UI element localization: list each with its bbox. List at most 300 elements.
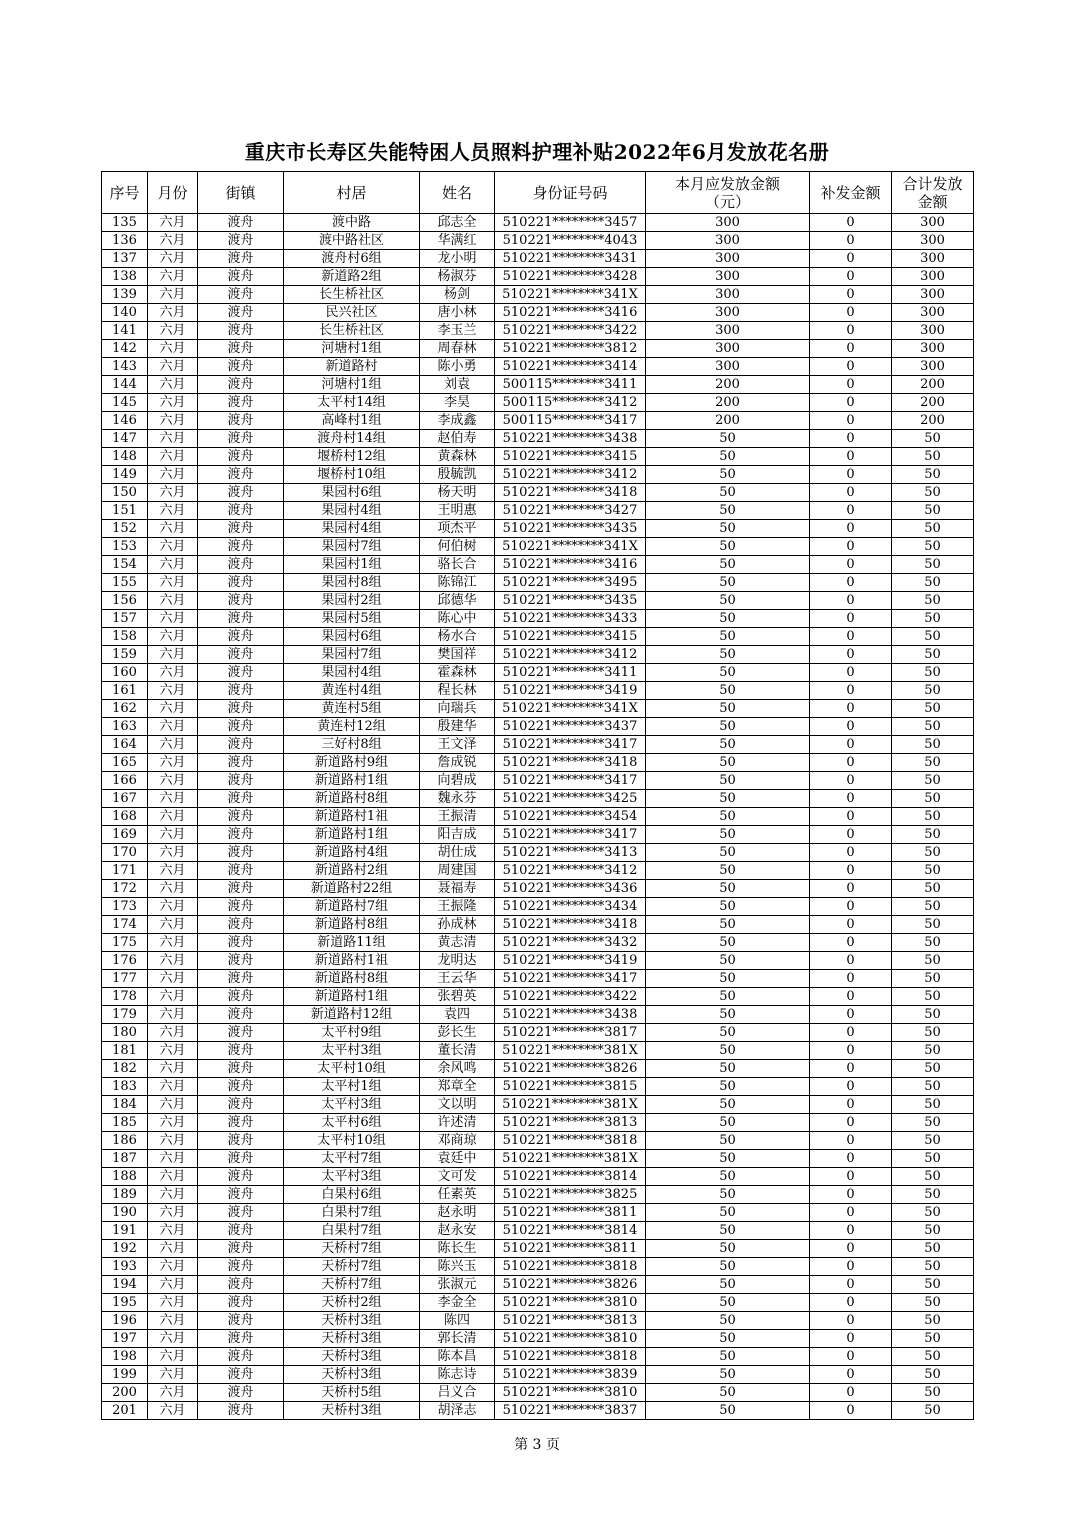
- cell-village: 天桥村3组: [284, 1330, 420, 1348]
- cell-supplement: 0: [810, 664, 892, 682]
- cell-id-number: 510221********3435: [495, 592, 646, 610]
- cell-month: 六月: [148, 880, 198, 898]
- cell-monthly-amount: 300: [646, 340, 810, 358]
- cell-name: 黄志清: [420, 934, 495, 952]
- cell-supplement: 0: [810, 934, 892, 952]
- cell-supplement: 0: [810, 718, 892, 736]
- cell-town: 渡舟: [198, 1060, 284, 1078]
- cell-name: 唐小林: [420, 304, 495, 322]
- cell-index: 144: [102, 376, 148, 394]
- cell-total: 300: [892, 286, 974, 304]
- cell-id-number: 510221********3810: [495, 1294, 646, 1312]
- col-header-supplement: 补发金额: [810, 172, 892, 214]
- cell-index: 140: [102, 304, 148, 322]
- cell-name: 王文泽: [420, 736, 495, 754]
- cell-town: 渡舟: [198, 412, 284, 430]
- cell-supplement: 0: [810, 466, 892, 484]
- cell-monthly-amount: 300: [646, 358, 810, 376]
- cell-town: 渡舟: [198, 646, 284, 664]
- cell-village: 黄连村4组: [284, 682, 420, 700]
- cell-total: 50: [892, 934, 974, 952]
- cell-id-number: 510221********381X: [495, 1042, 646, 1060]
- cell-total: 50: [892, 1258, 974, 1276]
- cell-name: 向碧成: [420, 772, 495, 790]
- cell-total: 50: [892, 1348, 974, 1366]
- table-row: [102, 988, 974, 1006]
- cell-village: 新道路村1祖: [284, 952, 420, 970]
- cell-town: 渡舟: [198, 214, 284, 232]
- cell-monthly-amount: 50: [646, 646, 810, 664]
- cell-village: 新道路村1组: [284, 826, 420, 844]
- cell-supplement: 0: [810, 214, 892, 232]
- cell-village: 新道路2组: [284, 268, 420, 286]
- cell-supplement: 0: [810, 844, 892, 862]
- cell-supplement: 0: [810, 358, 892, 376]
- cell-monthly-amount: 50: [646, 808, 810, 826]
- cell-town: 渡舟: [198, 358, 284, 376]
- cell-index: 176: [102, 952, 148, 970]
- cell-town: 渡舟: [198, 1294, 284, 1312]
- cell-monthly-amount: 50: [646, 1132, 810, 1150]
- cell-month: 六月: [148, 1060, 198, 1078]
- cell-monthly-amount: 300: [646, 214, 810, 232]
- cell-id-number: 500115********3412: [495, 394, 646, 412]
- cell-name: 骆长合: [420, 556, 495, 574]
- cell-town: 渡舟: [198, 1114, 284, 1132]
- cell-id-number: 510221********3431: [495, 250, 646, 268]
- cell-index: 164: [102, 736, 148, 754]
- cell-supplement: 0: [810, 1168, 892, 1186]
- cell-total: 50: [892, 1186, 974, 1204]
- cell-supplement: 0: [810, 1294, 892, 1312]
- cell-id-number: 510221********3457: [495, 214, 646, 232]
- cell-town: 渡舟: [198, 1330, 284, 1348]
- cell-index: 165: [102, 754, 148, 772]
- cell-index: 154: [102, 556, 148, 574]
- cell-index: 142: [102, 340, 148, 358]
- cell-village: 新道路村1组: [284, 772, 420, 790]
- document-title: 重庆市长寿区失能特困人员照料护理补贴2022年6月发放花名册: [244, 140, 830, 164]
- cell-total: 50: [892, 826, 974, 844]
- table-row: [102, 1114, 974, 1132]
- cell-name: 聂福寿: [420, 880, 495, 898]
- cell-id-number: 510221********3414: [495, 358, 646, 376]
- cell-name: 王振隆: [420, 898, 495, 916]
- cell-town: 渡舟: [198, 1366, 284, 1384]
- cell-id-number: 510221********3412: [495, 862, 646, 880]
- table-row: [102, 1222, 974, 1240]
- cell-town: 渡舟: [198, 1024, 284, 1042]
- cell-name: 陈四: [420, 1312, 495, 1330]
- cell-month: 六月: [148, 556, 198, 574]
- cell-name: 陈心中: [420, 610, 495, 628]
- cell-month: 六月: [148, 574, 198, 592]
- cell-index: 139: [102, 286, 148, 304]
- cell-village: 新道路村8组: [284, 790, 420, 808]
- cell-town: 渡舟: [198, 1402, 284, 1420]
- cell-index: 189: [102, 1186, 148, 1204]
- cell-name: 邱德华: [420, 592, 495, 610]
- cell-index: 138: [102, 268, 148, 286]
- table-row: [102, 1168, 974, 1186]
- cell-supplement: 0: [810, 754, 892, 772]
- cell-supplement: 0: [810, 988, 892, 1006]
- cell-monthly-amount: 50: [646, 502, 810, 520]
- cell-total: 50: [892, 952, 974, 970]
- cell-supplement: 0: [810, 862, 892, 880]
- cell-supplement: 0: [810, 1186, 892, 1204]
- cell-town: 渡舟: [198, 538, 284, 556]
- cell-town: 渡舟: [198, 664, 284, 682]
- cell-supplement: 0: [810, 322, 892, 340]
- cell-total: 50: [892, 988, 974, 1006]
- cell-total: 50: [892, 502, 974, 520]
- cell-id-number: 510221********3818: [495, 1258, 646, 1276]
- cell-index: 194: [102, 1276, 148, 1294]
- cell-name: 郑章全: [420, 1078, 495, 1096]
- cell-town: 渡舟: [198, 718, 284, 736]
- cell-village: 长生桥社区: [284, 322, 420, 340]
- cell-monthly-amount: 50: [646, 1096, 810, 1114]
- cell-village: 渡中路社区: [284, 232, 420, 250]
- cell-id-number: 510221********3418: [495, 916, 646, 934]
- cell-month: 六月: [148, 466, 198, 484]
- cell-supplement: 0: [810, 430, 892, 448]
- cell-total: 50: [892, 1132, 974, 1150]
- table-row: [102, 1330, 974, 1348]
- cell-monthly-amount: 200: [646, 412, 810, 430]
- cell-village: 新道路村4组: [284, 844, 420, 862]
- table-row: [102, 952, 974, 970]
- cell-supplement: 0: [810, 808, 892, 826]
- cell-town: 渡舟: [198, 898, 284, 916]
- cell-monthly-amount: 200: [646, 394, 810, 412]
- cell-supplement: 0: [810, 268, 892, 286]
- cell-id-number: 510221********3818: [495, 1348, 646, 1366]
- table-row: [102, 1294, 974, 1312]
- table-row: [102, 682, 974, 700]
- cell-id-number: 510221********3811: [495, 1240, 646, 1258]
- cell-monthly-amount: 200: [646, 376, 810, 394]
- cell-id-number: 510221********3433: [495, 610, 646, 628]
- cell-total: 300: [892, 214, 974, 232]
- cell-supplement: 0: [810, 304, 892, 322]
- cell-supplement: 0: [810, 1276, 892, 1294]
- cell-supplement: 0: [810, 232, 892, 250]
- cell-name: 陈锦江: [420, 574, 495, 592]
- cell-total: 50: [892, 1150, 974, 1168]
- table-row: [102, 1096, 974, 1114]
- cell-id-number: 510221********3413: [495, 844, 646, 862]
- cell-monthly-amount: 50: [646, 1060, 810, 1078]
- cell-name: 陈小勇: [420, 358, 495, 376]
- cell-index: 178: [102, 988, 148, 1006]
- cell-id-number: 510221********3817: [495, 1024, 646, 1042]
- cell-name: 刘袁: [420, 376, 495, 394]
- cell-id-number: 500115********3417: [495, 412, 646, 430]
- cell-name: 邱志全: [420, 214, 495, 232]
- cell-id-number: 510221********3418: [495, 484, 646, 502]
- cell-name: 李玉兰: [420, 322, 495, 340]
- table-row: [102, 358, 974, 376]
- cell-total: 50: [892, 1204, 974, 1222]
- cell-monthly-amount: 50: [646, 1330, 810, 1348]
- cell-supplement: 0: [810, 682, 892, 700]
- cell-town: 渡舟: [198, 970, 284, 988]
- cell-monthly-amount: 50: [646, 1222, 810, 1240]
- cell-index: 181: [102, 1042, 148, 1060]
- cell-name: 赵永明: [420, 1204, 495, 1222]
- cell-town: 渡舟: [198, 736, 284, 754]
- cell-town: 渡舟: [198, 466, 284, 484]
- cell-month: 六月: [148, 592, 198, 610]
- cell-id-number: 510221********3428: [495, 268, 646, 286]
- cell-supplement: 0: [810, 1132, 892, 1150]
- col-header-month: 月份: [148, 172, 198, 214]
- cell-total: 50: [892, 1060, 974, 1078]
- cell-month: 六月: [148, 520, 198, 538]
- cell-supplement: 0: [810, 556, 892, 574]
- cell-village: 太平村10组: [284, 1060, 420, 1078]
- cell-total: 50: [892, 970, 974, 988]
- cell-name: 阳吉成: [420, 826, 495, 844]
- cell-village: 黄连村5组: [284, 700, 420, 718]
- cell-supplement: 0: [810, 1024, 892, 1042]
- table-row: [102, 646, 974, 664]
- table-row: [102, 1006, 974, 1024]
- cell-supplement: 0: [810, 1402, 892, 1420]
- cell-village: 新道路村7组: [284, 898, 420, 916]
- cell-total: 300: [892, 268, 974, 286]
- cell-village: 果园村2组: [284, 592, 420, 610]
- cell-village: 白果村7组: [284, 1204, 420, 1222]
- cell-village: 新道路村8组: [284, 916, 420, 934]
- cell-supplement: 0: [810, 1096, 892, 1114]
- cell-monthly-amount: 50: [646, 736, 810, 754]
- cell-town: 渡舟: [198, 628, 284, 646]
- cell-name: 胡泽志: [420, 1402, 495, 1420]
- cell-town: 渡舟: [198, 1132, 284, 1150]
- cell-month: 六月: [148, 268, 198, 286]
- cell-monthly-amount: 50: [646, 754, 810, 772]
- cell-village: 三好村8组: [284, 736, 420, 754]
- table-row: [102, 1276, 974, 1294]
- cell-supplement: 0: [810, 1366, 892, 1384]
- cell-month: 六月: [148, 988, 198, 1006]
- table-row: [102, 286, 974, 304]
- cell-name: 余风鸣: [420, 1060, 495, 1078]
- cell-month: 六月: [148, 1294, 198, 1312]
- cell-id-number: 510221********3839: [495, 1366, 646, 1384]
- cell-name: 周春林: [420, 340, 495, 358]
- cell-index: 173: [102, 898, 148, 916]
- cell-town: 渡舟: [198, 304, 284, 322]
- table-row: [102, 844, 974, 862]
- cell-monthly-amount: 50: [646, 844, 810, 862]
- cell-total: 50: [892, 682, 974, 700]
- cell-name: 龙小明: [420, 250, 495, 268]
- table-row: [102, 898, 974, 916]
- cell-index: 146: [102, 412, 148, 430]
- cell-town: 渡舟: [198, 268, 284, 286]
- cell-monthly-amount: 50: [646, 988, 810, 1006]
- cell-id-number: 510221********3437: [495, 718, 646, 736]
- cell-town: 渡舟: [198, 754, 284, 772]
- cell-village: 天桥村7组: [284, 1276, 420, 1294]
- cell-name: 袁四: [420, 1006, 495, 1024]
- cell-town: 渡舟: [198, 250, 284, 268]
- cell-month: 六月: [148, 1348, 198, 1366]
- cell-name: 杨水合: [420, 628, 495, 646]
- header-row: [102, 172, 974, 214]
- table-row: [102, 628, 974, 646]
- table-row: [102, 1348, 974, 1366]
- cell-total: 300: [892, 322, 974, 340]
- cell-town: 渡舟: [198, 376, 284, 394]
- cell-index: 179: [102, 1006, 148, 1024]
- cell-monthly-amount: 50: [646, 556, 810, 574]
- cell-name: 项杰平: [420, 520, 495, 538]
- cell-index: 172: [102, 880, 148, 898]
- cell-monthly-amount: 50: [646, 1024, 810, 1042]
- cell-name: 王明惠: [420, 502, 495, 520]
- cell-month: 六月: [148, 412, 198, 430]
- cell-month: 六月: [148, 394, 198, 412]
- cell-total: 300: [892, 358, 974, 376]
- cell-monthly-amount: 50: [646, 1186, 810, 1204]
- cell-village: 民兴社区: [284, 304, 420, 322]
- cell-total: 50: [892, 484, 974, 502]
- roster-table: [101, 171, 974, 1420]
- cell-month: 六月: [148, 754, 198, 772]
- cell-supplement: 0: [810, 484, 892, 502]
- cell-supplement: 0: [810, 448, 892, 466]
- cell-town: 渡舟: [198, 1384, 284, 1402]
- cell-id-number: 510221********3412: [495, 466, 646, 484]
- cell-month: 六月: [148, 646, 198, 664]
- cell-id-number: 510221********3436: [495, 880, 646, 898]
- cell-town: 渡舟: [198, 340, 284, 358]
- cell-name: 孙成林: [420, 916, 495, 934]
- cell-month: 六月: [148, 1168, 198, 1186]
- table-row: [102, 394, 974, 412]
- cell-supplement: 0: [810, 610, 892, 628]
- cell-total: 50: [892, 592, 974, 610]
- cell-total: 50: [892, 1402, 974, 1420]
- cell-total: 50: [892, 790, 974, 808]
- table-row: [102, 1078, 974, 1096]
- cell-total: 50: [892, 1366, 974, 1384]
- cell-month: 六月: [148, 718, 198, 736]
- cell-month: 六月: [148, 736, 198, 754]
- cell-total: 50: [892, 1042, 974, 1060]
- cell-monthly-amount: 50: [646, 934, 810, 952]
- cell-index: 168: [102, 808, 148, 826]
- cell-supplement: 0: [810, 916, 892, 934]
- cell-monthly-amount: 50: [646, 682, 810, 700]
- cell-month: 六月: [148, 1114, 198, 1132]
- cell-id-number: 510221********4043: [495, 232, 646, 250]
- cell-village: 黄连村12组: [284, 718, 420, 736]
- cell-id-number: 510221********3812: [495, 340, 646, 358]
- table-header: [102, 172, 974, 214]
- cell-town: 渡舟: [198, 1348, 284, 1366]
- table-row: [102, 1366, 974, 1384]
- table-row: [102, 304, 974, 322]
- cell-index: 145: [102, 394, 148, 412]
- cell-total: 50: [892, 808, 974, 826]
- table-row: [102, 322, 974, 340]
- table-row: [102, 790, 974, 808]
- cell-name: 李金全: [420, 1294, 495, 1312]
- cell-town: 渡舟: [198, 394, 284, 412]
- cell-monthly-amount: 50: [646, 430, 810, 448]
- cell-name: 李成鑫: [420, 412, 495, 430]
- cell-total: 50: [892, 772, 974, 790]
- cell-total: 50: [892, 1276, 974, 1294]
- cell-month: 六月: [148, 286, 198, 304]
- cell-index: 152: [102, 520, 148, 538]
- cell-supplement: 0: [810, 646, 892, 664]
- cell-month: 六月: [148, 1006, 198, 1024]
- cell-month: 六月: [148, 538, 198, 556]
- cell-index: 199: [102, 1366, 148, 1384]
- cell-index: 184: [102, 1096, 148, 1114]
- cell-town: 渡舟: [198, 1150, 284, 1168]
- cell-id-number: 510221********3419: [495, 682, 646, 700]
- cell-id-number: 510221********3418: [495, 754, 646, 772]
- cell-village: 新道路村2组: [284, 862, 420, 880]
- cell-id-number: 510221********3837: [495, 1402, 646, 1420]
- cell-town: 渡舟: [198, 520, 284, 538]
- table-row: [102, 520, 974, 538]
- table-row: [102, 808, 974, 826]
- cell-monthly-amount: 50: [646, 880, 810, 898]
- cell-total: 50: [892, 700, 974, 718]
- cell-supplement: 0: [810, 826, 892, 844]
- cell-village: 太平村3组: [284, 1168, 420, 1186]
- table-row: [102, 1150, 974, 1168]
- cell-index: 200: [102, 1384, 148, 1402]
- cell-month: 六月: [148, 1384, 198, 1402]
- cell-month: 六月: [148, 250, 198, 268]
- cell-id-number: 510221********3416: [495, 304, 646, 322]
- cell-index: 156: [102, 592, 148, 610]
- table-row: [102, 1042, 974, 1060]
- cell-total: 50: [892, 1096, 974, 1114]
- cell-index: 170: [102, 844, 148, 862]
- cell-monthly-amount: 50: [646, 772, 810, 790]
- cell-village: 果园村7组: [284, 646, 420, 664]
- cell-name: 郭长清: [420, 1330, 495, 1348]
- cell-index: 195: [102, 1294, 148, 1312]
- cell-town: 渡舟: [198, 1204, 284, 1222]
- cell-month: 六月: [148, 1366, 198, 1384]
- cell-index: 182: [102, 1060, 148, 1078]
- cell-town: 渡舟: [198, 1258, 284, 1276]
- cell-village: 果园村4组: [284, 502, 420, 520]
- cell-supplement: 0: [810, 1330, 892, 1348]
- cell-id-number: 510221********3818: [495, 1132, 646, 1150]
- cell-month: 六月: [148, 304, 198, 322]
- cell-index: 169: [102, 826, 148, 844]
- col-header-town: 街镇: [198, 172, 284, 214]
- cell-total: 50: [892, 1024, 974, 1042]
- cell-village: 河塘村1组: [284, 376, 420, 394]
- cell-index: 149: [102, 466, 148, 484]
- cell-month: 六月: [148, 952, 198, 970]
- cell-village: 天桥村7组: [284, 1258, 420, 1276]
